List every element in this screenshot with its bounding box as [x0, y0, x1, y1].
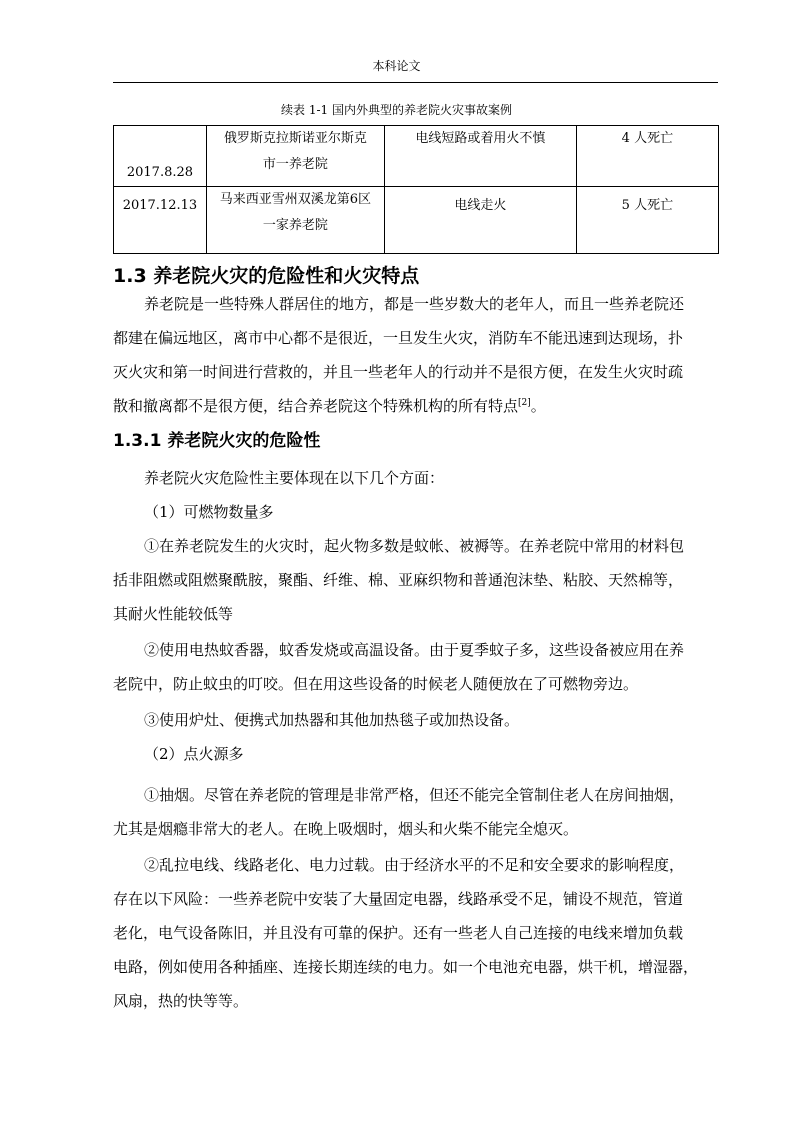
- location-line: 马来西亚雪州双溪龙第6区: [219, 192, 372, 207]
- header-rule: [113, 82, 718, 83]
- paragraph-line: 都建在偏远地区，离市中心都不是很近，一旦发生火灾，消防车不能迅速到达现场，扑: [113, 329, 684, 347]
- paragraph-text: 散和撤离都不是很方便，结合养老院这个特殊机构的所有特点: [113, 397, 519, 415]
- subsection-heading: 1.3.1 养老院火灾的危险性: [113, 431, 321, 451]
- table-cell-cause: 电线短路或着用火不慎: [384, 126, 576, 187]
- paragraph-line: 老化，电气设备陈旧，并且没有可靠的保护。还有一些老人自己连接的电线来增加负载: [113, 924, 684, 942]
- item2-paragraph-a: [113, 778, 719, 846]
- table-caption: 续表 1-1 国内外典型的养老院火灾事故案例: [281, 103, 512, 117]
- table-cell-cause: 电线走火: [384, 187, 576, 254]
- table-cell-location: [206, 126, 384, 187]
- location-line: 一家养老院: [262, 218, 328, 233]
- paragraph-line: 其耐火性能较低等: [113, 605, 234, 623]
- item1-paragraph-b: [113, 633, 719, 701]
- table-row: [114, 126, 719, 187]
- section-heading: 1.3 养老院火灾的危险性和火灾特点: [113, 265, 420, 287]
- table-cell-result: 5 人死亡: [576, 187, 718, 254]
- paragraph-line: 风扇，热的快等等。: [113, 992, 249, 1010]
- paragraph-line: 括非阻燃或阻燃聚酰胺，聚酯、纤维、棉、亚麻织物和普通泡沫垫、粘胶、天然棉等，: [113, 571, 684, 589]
- paragraph-line: 老院中，防止蚊虫的叮咬。但在用这些设备的时候老人随便放在了可燃物旁边。: [113, 675, 639, 693]
- paragraph-line: ①抽烟。尽管在养老院的管理是非常严格，但还不能完全管制住老人在房间抽烟，: [144, 786, 685, 804]
- fire-cases-table: [113, 125, 719, 254]
- paragraph-line: 存在以下风险：一些养老院中安装了大量固定电器，线路承受不足，铺设不规范，管道: [113, 890, 684, 908]
- location-line: 俄罗斯克拉斯诺亚尔斯克: [223, 131, 367, 146]
- table-cell-result: 4 人死亡: [576, 126, 718, 187]
- item1-paragraph-a: [113, 529, 719, 631]
- citation: [2]: [518, 398, 531, 408]
- location-line: 市一养老院: [262, 157, 328, 172]
- paragraph-line: ②使用电热蚊香器，蚊香发烧或高温设备。由于夏季蚊子多，这些设备被应用在养: [144, 641, 685, 659]
- paragraph-line: 尤其是烟瘾非常大的老人。在晚上吸烟时，烟头和火柴不能完全熄灭。: [113, 820, 579, 838]
- paragraph-line: 养老院是一些特殊人群居住的地方，都是一些岁数大的老年人，而且一些养老院还: [144, 295, 685, 313]
- table-cell-location: [206, 187, 384, 254]
- paragraph-line: [113, 389, 719, 423]
- paragraph-line: 灭火灾和第一时间进行营救的，并且一些老年人的行动并不是很方便，在发生火灾时疏: [113, 363, 684, 381]
- paragraph-line: ②乱拉电线、线路老化、电力过载。由于经济水平的不足和安全要求的影响程度，: [144, 856, 685, 874]
- paragraph-line: ③使用炉灶、便携式加热器和其他加热毯子或加热设备。: [144, 711, 520, 729]
- table-row: [114, 187, 719, 254]
- page-header: 本科论文: [372, 59, 421, 73]
- section-paragraph: [113, 287, 719, 423]
- item1-paragraph-c: [113, 703, 719, 771]
- table-cell-date: 2017.8.28: [114, 126, 207, 187]
- subsection-intro: [113, 461, 719, 529]
- item-title: （2）点火源多: [144, 745, 244, 763]
- item2-paragraph-b: [113, 848, 719, 1018]
- table-cell-date: 2017.12.13: [114, 187, 207, 254]
- item-title: （1）可燃物数量多: [144, 503, 274, 521]
- paragraph-line: 电路，例如使用各种插座、连接长期连续的电力。如一个电池充电器，烘干机，增湿器，: [113, 958, 699, 976]
- paragraph-line: ①在养老院发生的火灾时，起火物多数是蚊帐、被褥等。在养老院中常用的材料包: [144, 537, 685, 555]
- paragraph-line: 养老院火灾危险性主要体现在以下几个方面：: [144, 469, 445, 487]
- paragraph-text: 。: [530, 397, 546, 415]
